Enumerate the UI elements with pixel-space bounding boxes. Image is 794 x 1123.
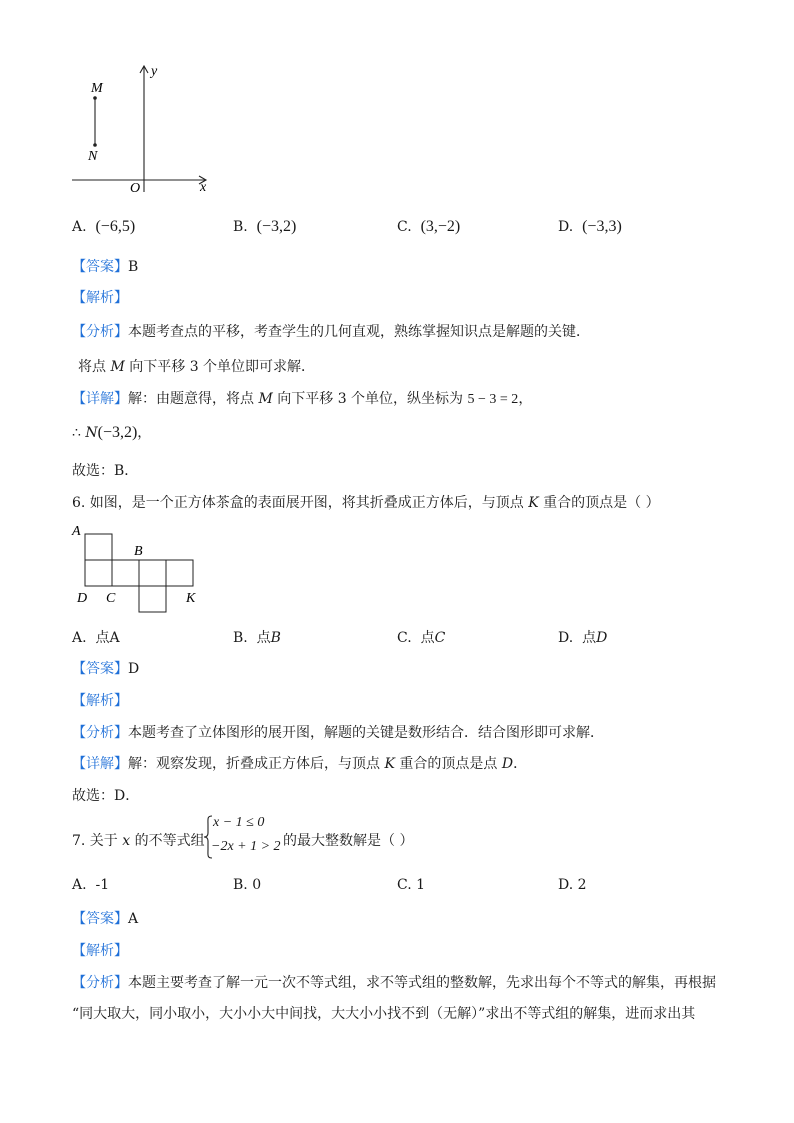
cube-net-figure [70, 520, 210, 615]
q5-answer [72, 256, 138, 276]
text: 6. 如图，是一个正方体茶盒的表面展开图，将其折叠成正方体后，与顶点 [72, 495, 529, 511]
text: 将点 [78, 359, 111, 375]
q6-option-b [233, 627, 281, 647]
text: 向下平移 3 个单位，纵坐标为 [272, 391, 468, 407]
option-letter: C. [397, 219, 412, 235]
option-text: 点 [582, 630, 597, 646]
label-y-axis: y [151, 64, 158, 79]
option-letter: B. [233, 219, 248, 235]
var-k: K [384, 756, 395, 772]
q5-option-d [558, 218, 622, 236]
option-letter: C. [397, 877, 412, 893]
inequality-2: −2x + 1 > 2 [211, 839, 281, 854]
inequality-1: x − 1 ≤ 0 [213, 815, 265, 830]
text: 向下平移 3 个单位即可求解． [124, 359, 316, 375]
option-value: -1 [95, 877, 110, 893]
q5-therefore [72, 422, 151, 442]
option-value: (−3,3) [582, 218, 622, 235]
option-var: D [596, 630, 608, 646]
option-text: 点A [95, 630, 120, 646]
analysis-tag: 【分析】 [72, 324, 128, 340]
var-m: M [258, 391, 273, 407]
therefore-symbol: ∴ [72, 425, 86, 441]
q6-detail [72, 753, 527, 773]
q5-option-b [233, 218, 296, 236]
var-k: K [528, 495, 539, 511]
q6-answer [72, 658, 139, 678]
answer-value: A [128, 911, 139, 927]
option-letter: A. [72, 219, 87, 235]
option-letter: B. [233, 877, 248, 893]
var-n: N [85, 425, 98, 441]
q5-jiexi: 【解析】 [72, 290, 128, 306]
option-letter: D. [558, 219, 574, 235]
net-square [85, 534, 112, 560]
net-square [139, 586, 166, 612]
answer-value: D [128, 661, 140, 677]
point-m [93, 96, 97, 100]
option-letter: D. [558, 877, 574, 893]
text: 的不等式组 [130, 833, 205, 849]
var-m: M [110, 359, 125, 375]
option-value: 1 [416, 877, 426, 893]
option-letter: C. [397, 630, 412, 646]
text: 解：观察发现，折叠成正方体后，与顶点 [128, 756, 385, 772]
option-text: 点 [256, 630, 271, 646]
analysis-text: 本题主要考查了解一元一次不等式组，求不等式组的整数解，先求出每个不等式的解集，再根据 [128, 975, 716, 991]
q5-analysis-2 [78, 356, 315, 376]
answer-tag: 【答案】 [72, 911, 128, 927]
var-d: D [501, 756, 514, 772]
analysis-tag: 【分析】 [72, 725, 128, 741]
q6-jiexi: 【解析】 [72, 693, 128, 709]
q5-analysis [72, 321, 590, 341]
q5-choose: 故选：B． [72, 463, 139, 479]
q7-option-a [72, 877, 109, 893]
option-value: 2 [577, 877, 587, 893]
q5-detail [72, 388, 532, 408]
option-letter: B. [233, 630, 248, 646]
text: 重合的顶点是点 [394, 756, 502, 772]
option-letter: D. [558, 630, 574, 646]
net-square [166, 560, 193, 586]
coordinate-figure [68, 60, 218, 200]
option-value: (3,−2) [420, 218, 461, 235]
q7-option-b [233, 877, 261, 893]
option-letter: A. [72, 630, 87, 646]
net-square [139, 560, 166, 586]
var-x: x [122, 833, 131, 849]
q6-analysis [72, 722, 604, 742]
q7-analysis [72, 972, 716, 992]
option-letter: A. [72, 877, 87, 893]
detail-tag: 【详解】 [72, 756, 128, 772]
q5-option-a [72, 218, 135, 236]
q7-stem-post: 的最大整数解是（ ） [283, 833, 414, 849]
option-var: C [434, 630, 446, 646]
text: ． [513, 756, 528, 772]
q7-analysis-2: “同大取大，同小取小，大小小大中间找，大大小小找不到（无解）”求出不等式组的解集，进而求出其 [72, 1006, 696, 1022]
label-origin: O [130, 181, 141, 196]
option-value: (−6,5) [95, 218, 136, 235]
label-b: B [134, 544, 143, 559]
label-m: M [91, 81, 103, 96]
analysis-text: 本题考查点的平移，考查学生的几何直观，熟练掌握知识点是解题的关键． [128, 324, 590, 340]
answer-tag: 【答案】 [72, 259, 128, 275]
q6-option-d [558, 627, 607, 647]
option-value: 0 [252, 877, 262, 893]
option-value: (−3,2) [256, 218, 297, 235]
text: 解：由题意得，将点 [128, 391, 259, 407]
text: 7. 关于 [72, 833, 123, 849]
detail-tag: 【详解】 [72, 391, 128, 407]
label-k: K [186, 591, 196, 606]
q7-option-d [558, 877, 587, 893]
q7-jiexi: 【解析】 [72, 943, 128, 959]
label-x-axis: x [200, 180, 207, 195]
equation: 5 − 3 = 2 [467, 392, 519, 407]
answer-value: B [128, 259, 139, 275]
answer-tag: 【答案】 [72, 661, 128, 677]
coordinate: (−3,2) [97, 424, 138, 441]
q5-option-c [397, 218, 460, 236]
q7-option-c [397, 877, 425, 893]
analysis-text: 本题考查了立体图形的展开图，解题的关键是数形结合．结合图形即可求解． [128, 725, 604, 741]
label-d: D [77, 591, 88, 606]
label-a: A [72, 524, 81, 539]
net-square [112, 560, 139, 586]
q6-option-a [72, 627, 120, 647]
point-n [93, 143, 97, 147]
label-c: C [106, 591, 116, 606]
analysis-tag: 【分析】 [72, 975, 128, 991]
option-text: 点 [420, 630, 435, 646]
q6-choose: 故选：D． [72, 788, 140, 804]
q6-stem [72, 492, 660, 512]
text: ， [518, 391, 533, 407]
label-n: N [88, 149, 98, 164]
net-square [85, 560, 112, 586]
q7-answer [72, 908, 138, 928]
q6-option-c [397, 627, 445, 647]
text: ， [137, 425, 152, 441]
option-var: B [270, 630, 281, 646]
text: 重合的顶点是（ ） [538, 495, 660, 511]
q7-stem-pre [72, 830, 205, 850]
